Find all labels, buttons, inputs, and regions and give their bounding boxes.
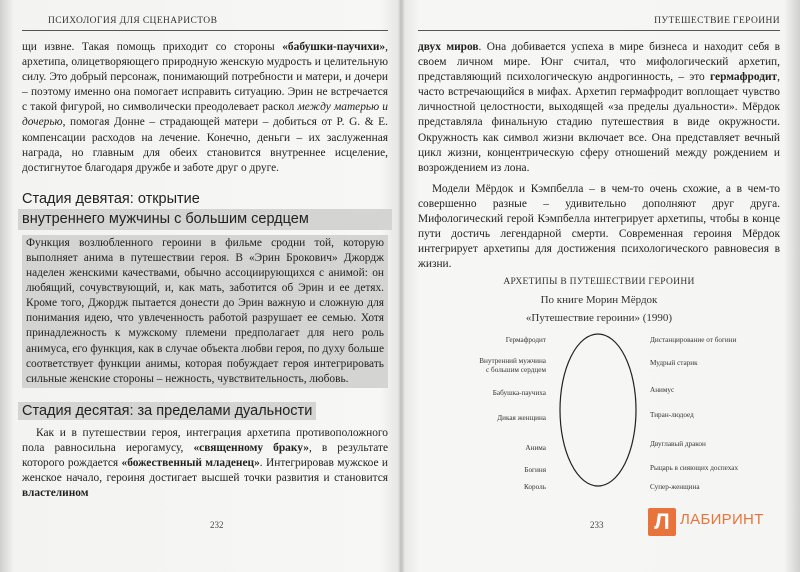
bold-term: гермафродит [710, 71, 778, 84]
text-run: , помогая Донне – страдающей матери – добиться от P. G. & E. компенсации расходов на лечение. Конечно, деньги – их заслуженная награда, но главным для обеих становится внутреннее исцеление, достигнутое благодаря дружбе и заботе друг о друге. [22, 116, 388, 174]
heading-stage-ten-text: Стадия десятая: за пределами дуальности [18, 402, 316, 420]
text-run: , часто встречающийся в мифах. Архетип гермафродит воплощает чувство личностной целостности, выходящей «за пределы дуальности». Мёрдок представляла финальную стадию путешествия в виде окружности. Окружность как символ жизни включает все. Она представляет вечный цикл жизни, концентрическую сферу отношений между рождением и возрождением из лона. [418, 71, 780, 174]
left-page [22, 0, 388, 572]
logo-letter: Л [654, 509, 670, 534]
italic-phrase: между матерью и дочерью [22, 101, 389, 129]
bold-term: двух миров [418, 41, 479, 53]
text-run: . Интегрировав мужское и женское начало, героиня достигает высшей точки развития и становится [22, 456, 388, 485]
archetype-label-left: Богиня [524, 466, 546, 474]
bold-term: «священному браку» [193, 441, 309, 454]
archetype-label-right: Тиран-людоед [650, 411, 694, 419]
right-page-body [418, 40, 780, 272]
header-rule-left [22, 30, 388, 31]
paragraph-stage-ten [22, 426, 388, 501]
archetype-label-right: Рыцарь в сияющих доспехах [650, 464, 739, 472]
paragraph-continuation [22, 40, 388, 176]
labirint-logo-icon [648, 508, 676, 536]
archetype-label-right: Двуглавый дракон [650, 440, 706, 448]
heading-stage-nine-line1: Стадия девятая: открытие [22, 190, 200, 207]
running-head-left: ПСИХОЛОГИЯ ДЛЯ СЦЕНАРИСТОВ [48, 16, 218, 26]
archetype-label-left: Король [524, 483, 546, 491]
page-number-right: 233 [590, 520, 604, 530]
text-run: , архетипа, олицетворяющего природную женскую мудрость и целительную силу. Это добрый персонаж, понимающий потребности и матери, и дочери – поэтому именно она помогает исправить ситуацию. Эрин не встречается с такой фигурой, но символически преодолевает раскол [22, 41, 388, 114]
heading-stage-nine [22, 190, 388, 230]
archetype-label-left: Гермафродит [505, 336, 546, 344]
archetype-label-right: Анимус [650, 386, 675, 394]
heading-stage-ten [22, 402, 388, 421]
cycle-ellipse [560, 334, 636, 486]
diagram-subtitle-book: «Путешествие героини» (1990) [525, 312, 673, 324]
diagram-subtitle: По книге Морин Мёрдок [540, 294, 658, 306]
heading-stage-nine-line2: внутреннего мужчины с большим сердцем [18, 209, 392, 230]
archetype-label-right: Супер-женщина [650, 483, 700, 491]
paragraph-continuation-right [418, 40, 780, 176]
diagram-title: АРХЕТИПЫ В ПУТЕШЕСТВИИ ГЕРОИНИ [503, 277, 695, 287]
archetype-label-left: Бабушка-паучиха [492, 389, 546, 397]
archetype-label-right: Дистанцирование от богини [650, 336, 737, 344]
text-run: щи извне. Такая помощь приходит со стороны [22, 41, 283, 53]
right-page [418, 0, 780, 572]
header-rule-right [418, 30, 780, 31]
archetype-label-left: Анима [525, 444, 546, 452]
page-number-left: 232 [210, 520, 224, 530]
running-head-right: ПУТЕШЕСТВИЕ ГЕРОИНИ [654, 16, 780, 26]
archetype-label-left: Дикая женщина [497, 414, 546, 422]
bold-term: «божественный младенец» [121, 456, 260, 469]
text-run: , в результате которого рождается [22, 441, 389, 469]
archetype-label-left: Внутренний мужчина с большим сердцем [479, 357, 546, 374]
bold-term: властелином [22, 487, 89, 500]
paragraph-stage-nine: Функция возлюбленного героини в фильме сродни той, которую выполняет анима в путешествии героя. В «Эрин Брокович» Джордж наделен женскими качествами, обычно ассоциирующихся с анимой: он любящий, сочувствующий, и, как мать, заботится об Эрин и ее детях. Кроме того, Джордж пытается донести до Эрин важную и сложную для понимания идею, что увлеченность работой разрушает ее семью. Хотя принадлежность к мужскому племени предполагает для него роль анимуса, его функция, как в случае объекта любви героя, по духу больше соответствует функции анимы, которая побуждает героя интегрировать сильные женские стороны – нежность, чувствительность, любовь. [22, 235, 388, 388]
bold-term: «бабушки-паучихи» [282, 41, 386, 53]
left-page-body [22, 40, 388, 501]
archetype-label-right: Мудрый старик [650, 359, 698, 367]
text-run: . Она добивается успеха в мире бизнеса и находит себя в своем личном мире. Юнг считал, что мифологический архетип, представляющий психологическую андрогинность, – это [418, 41, 780, 84]
archetype-circle-diagram [418, 330, 780, 490]
text-run: Как и в путешествии героя, интеграция архетипа противоположного пола равносильна иерогамусу, [22, 426, 388, 454]
labirint-watermark: ЛАБИРИНТ [680, 511, 764, 528]
paragraph-models: Модели Мёрдок и Кэмпбелла – в чем-то очень схожие, а в чем-то совершенно разные – удивительно дополняют друг друга. Мифологический герой Кэмпбелла интегрирует архетипы, чтобы в конце пути достичь легендарной смерти. Современная героиня Мёрдок интегрирует архетипы для достижения психологического равновесия в жизни. [418, 182, 780, 271]
